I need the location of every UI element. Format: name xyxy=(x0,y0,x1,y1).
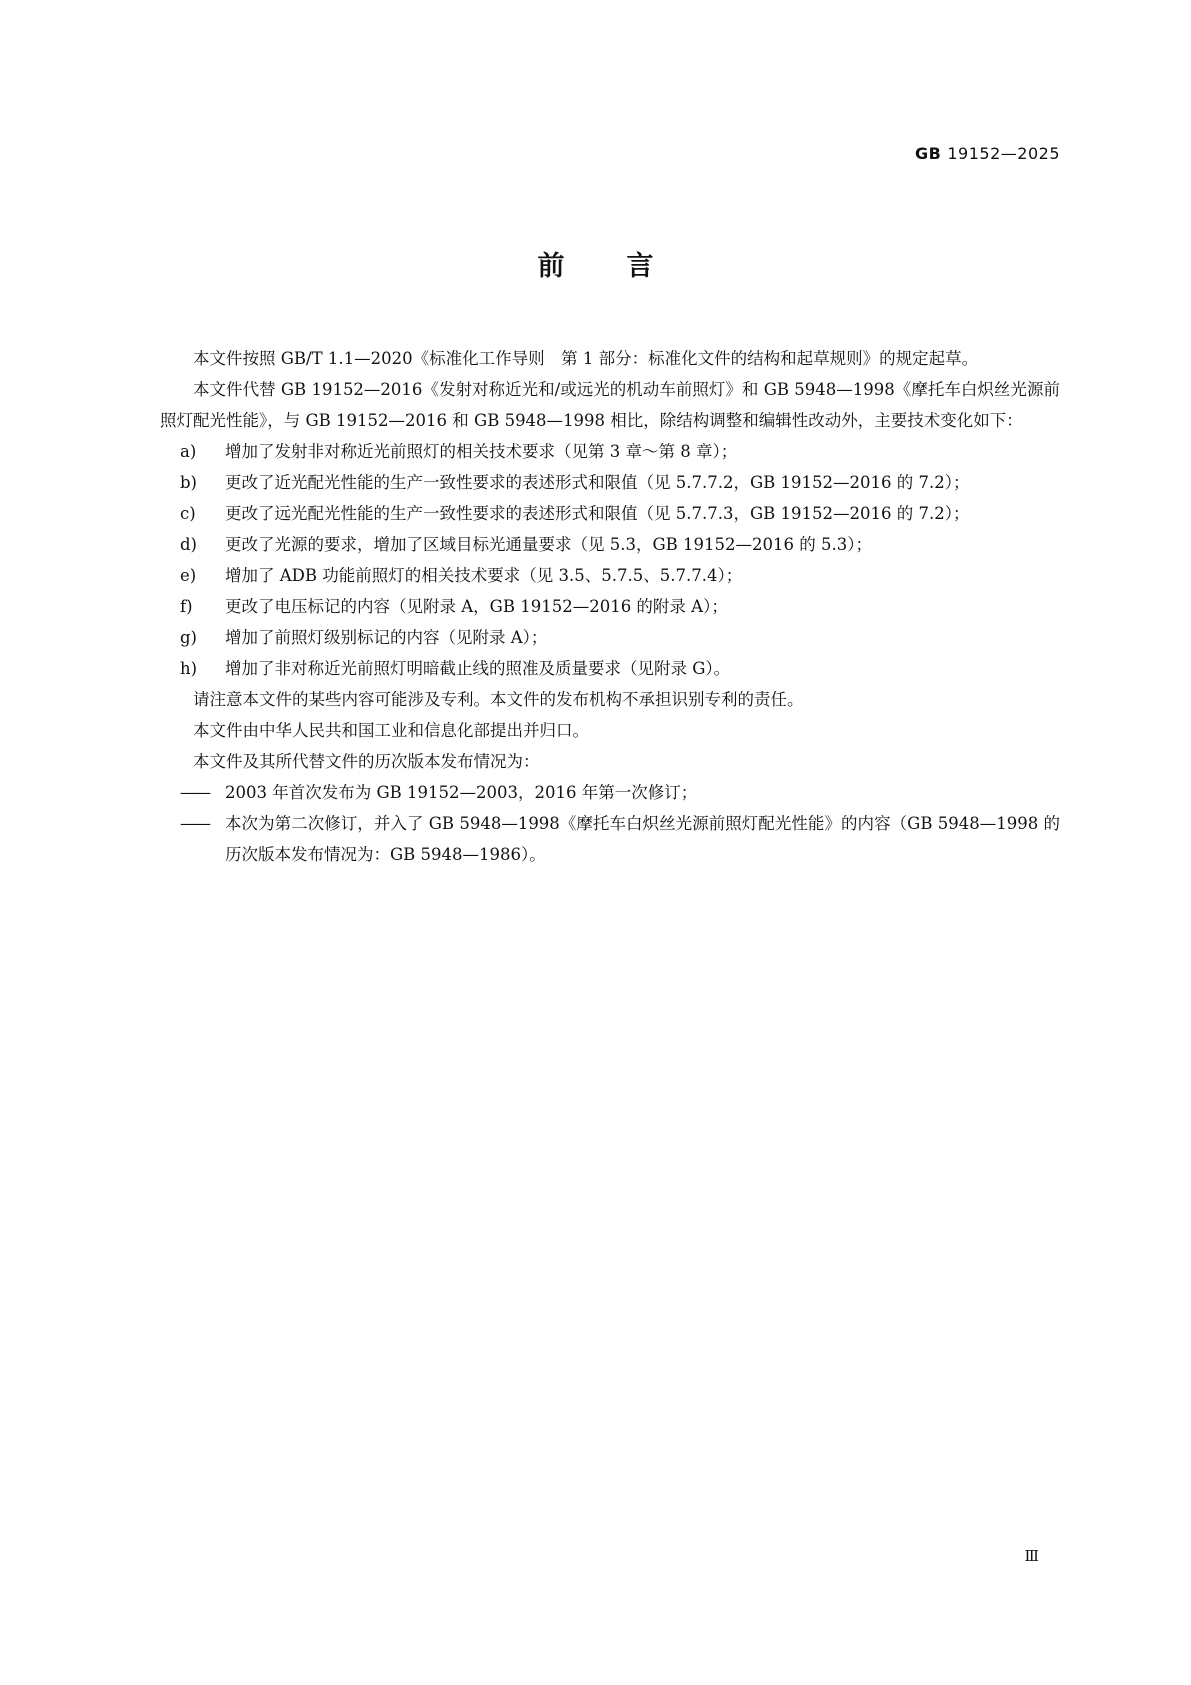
list-marker: c) xyxy=(180,504,196,523)
standard-number xyxy=(915,144,1060,163)
list-item-text: 增加了发射非对称近光前照灯的相关技术要求（见第 3 章～第 8 章）； xyxy=(225,442,738,461)
list-item xyxy=(160,622,1060,653)
paragraph-history-intro: 本文件及其所代替文件的历次版本发布情况为： xyxy=(193,752,540,771)
page-title xyxy=(0,244,1191,283)
list-item xyxy=(160,467,1060,498)
list-item xyxy=(160,436,1060,467)
foreword-body xyxy=(160,343,1060,870)
standard-code: 19152—2025 xyxy=(947,144,1060,163)
list-item xyxy=(160,808,1060,870)
list-item-text: 增加了 ADB 功能前照灯的相关技术要求（见 3.5、5.7.5、5.7.7.4）； xyxy=(225,566,743,585)
history-dash: —— xyxy=(180,814,209,833)
list-marker: f) xyxy=(180,597,193,616)
version-history-list xyxy=(160,777,1060,870)
paragraph-patent-notice: 请注意本文件的某些内容可能涉及专利。本文件的发布机构不承担识别专利的责任。 xyxy=(193,690,804,709)
list-item-text: 更改了光源的要求，增加了区域目标光通量要求（见 5.3，GB 19152—2016 的 5.3）； xyxy=(225,535,872,554)
list-marker: d) xyxy=(180,535,197,554)
list-marker: h) xyxy=(180,659,198,678)
list-item xyxy=(160,591,1060,622)
list-item-text: 增加了非对称近光前照灯明暗截止线的照准及质量要求（见附录 G）。 xyxy=(225,659,731,678)
list-item xyxy=(160,498,1060,529)
technical-changes-list xyxy=(160,436,1060,684)
history-dash: —— xyxy=(180,783,209,802)
page-number: Ⅲ xyxy=(1024,1547,1039,1565)
list-marker: g) xyxy=(180,628,197,647)
list-item xyxy=(160,777,1060,808)
list-item xyxy=(160,653,1060,684)
history-text: 2003 年首次发布为 GB 19152—2003，2016 年第一次修订； xyxy=(225,783,698,802)
standard-prefix: GB xyxy=(915,144,942,163)
list-item-text: 增加了前照灯级别标记的内容（见附录 A）； xyxy=(225,628,548,647)
list-item xyxy=(160,529,1060,560)
list-marker: a) xyxy=(180,442,197,461)
paragraph-replacement: 本文件代替 GB 19152—2016《发射对称近光和/或远光的机动车前照灯》和 GB 5948—1998《摩托车白炽丝光源前照灯配光性能》，与 GB 19152—2016 和 GB 5948—1998 相比，除结构调整和编辑性改动外，主要技术变化如下： xyxy=(160,380,1060,430)
list-item xyxy=(160,560,1060,591)
list-marker: e) xyxy=(180,566,197,585)
list-item-text: 更改了远光配光性能的生产一致性要求的表述形式和限值（见 5.7.7.3，GB 19152—2016 的 7.2）； xyxy=(225,504,970,523)
history-text: 本次为第二次修订，并入了 GB 5948—1998《摩托车白炽丝光源前照灯配光性能》的内容（GB 5948—1998 的历次版本发布情况为：GB 5948—1986）。 xyxy=(225,814,1060,864)
list-item-text: 更改了近光配光性能的生产一致性要求的表述形式和限值（见 5.7.7.2，GB 19152—2016 的 7.2）； xyxy=(225,473,970,492)
list-marker: b) xyxy=(180,473,197,492)
page-title-char-2: 言 xyxy=(626,251,654,282)
paragraph-drafting-rules: 本文件按照 GB/T 1.1—2020《标准化工作导则 第 1 部分：标准化文件的结构和起草规则》的规定起草。 xyxy=(193,349,979,368)
list-item-text: 更改了电压标记的内容（见附录 A，GB 19152—2016 的附录 A）； xyxy=(225,597,728,616)
page-title-char-1: 前 xyxy=(537,251,565,282)
paragraph-proposer: 本文件由中华人民共和国工业和信息化部提出并归口。 xyxy=(193,721,589,740)
